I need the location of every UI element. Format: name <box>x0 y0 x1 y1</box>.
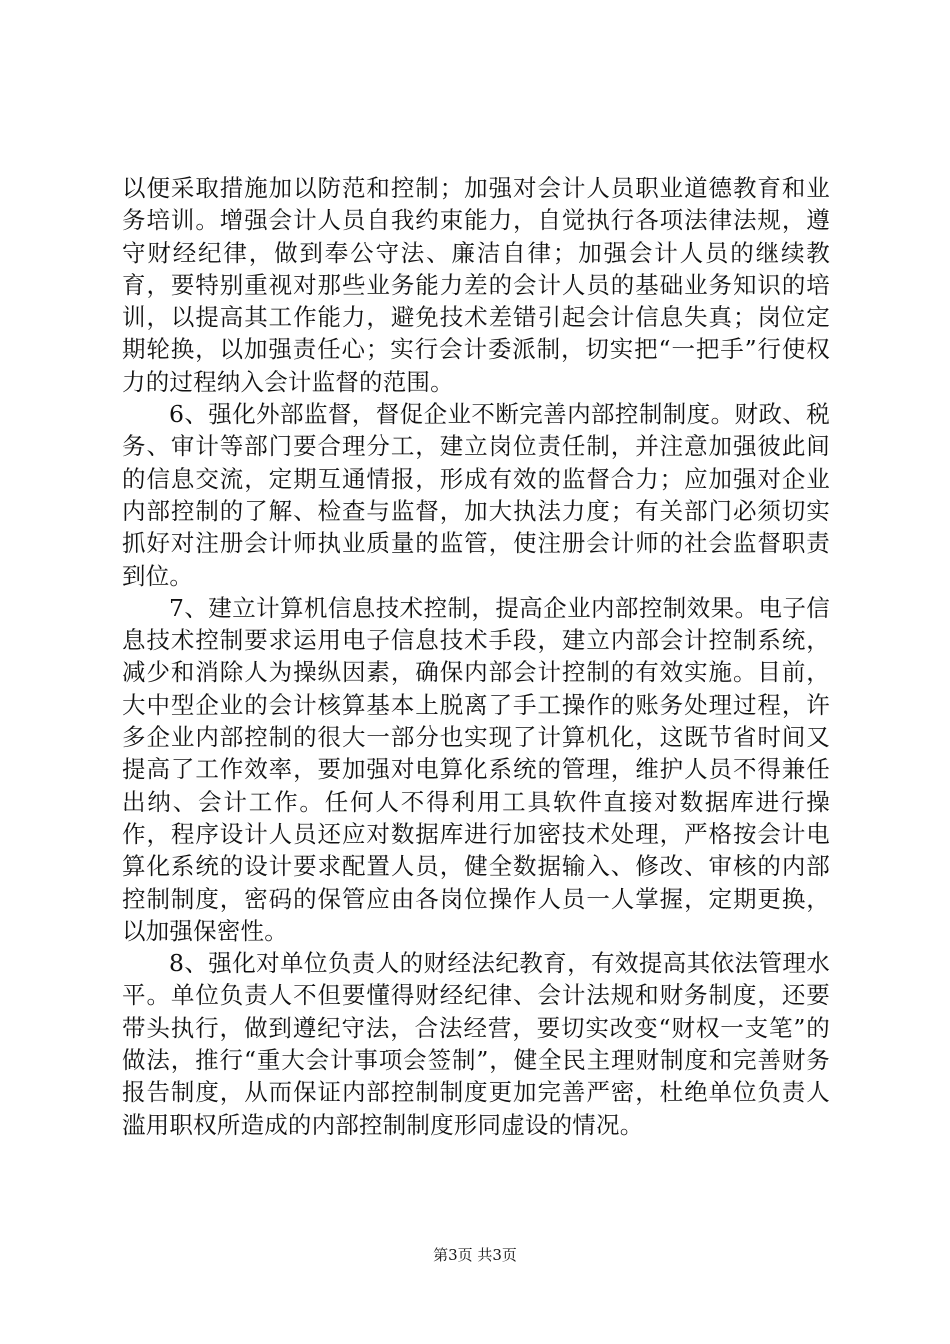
paragraph-item-8: 8、强化对单位负责人的财经法纪教育，有效提高其依法管理水平。单位负责人不但要懂得财经纪律、会计法规和财务制度，还要带头执行，做到遵纪守法，合法经营，要切实改变“财权一支笔”的做法，推行“重大会计事项会签制”，健全民主理财制度和完善财务报告制度，从而保证内部控制制度更加完善严密，杜绝单位负责人滥用职权所造成的内部控制制度形同虚设的情况。 <box>122 949 830 1139</box>
document-body <box>122 172 830 1141</box>
paragraph-item-6: 6、强化外部监督，督促企业不断完善内部控制制度。财政、税务、审计等部门要合理分工，建立岗位责任制，并注意加强彼此间的信息交流，定期互通情报，形成有效的监督合力；应加强对企业内部控制的了解、检查与监督，加大执法力度；有关部门必须切实抓好对注册会计师执业质量的监管，使注册会计师的社会监督职责到位。 <box>122 400 830 590</box>
paragraph-item-7: 7、建立计算机信息技术控制，提高企业内部控制效果。电子信息技术控制要求运用电子信息技术手段，建立内部会计控制系统，减少和消除人为操纵因素，确保内部会计控制的有效实施。目前，大中型企业的会计核算基本上脱离了手工操作的账务处理过程，许多企业内部控制的很大一部分也实现了计算机化，这既节省时间又提高了工作效率，要加强对电算化系统的管理，维护人员不得兼任出纳、会计工作。任何人不得利用工具软件直接对数据库进行操作，程序设计人员还应对数据库进行加密技术处理，严格按会计电算化系统的设计要求配置人员，健全数据输入、修改、审核的内部控制制度，密码的保管应由各岗位操作人员一人掌握，定期更换，以加强保密性。 <box>122 593 830 945</box>
paragraph-continuation: 以便采取措施加以防范和控制；加强对会计人员职业道德教育和业务培训。增强会计人员自我约束能力，自觉执行各项法律法规，遵守财经纪律，做到奉公守法、廉洁自律；加强会计人员的继续教育，要特别重视对那些业务能力差的会计人员的基础业务知识的培训，以提高其工作能力，避免技术差错引起会计信息失真；岗位定期轮换，以加强责任心；实行会计委派制，切实把“一把手”行使权力的过程纳入会计监督的范围。 <box>122 174 830 396</box>
page-number-footer: 第3页 共3页 <box>433 1246 517 1264</box>
